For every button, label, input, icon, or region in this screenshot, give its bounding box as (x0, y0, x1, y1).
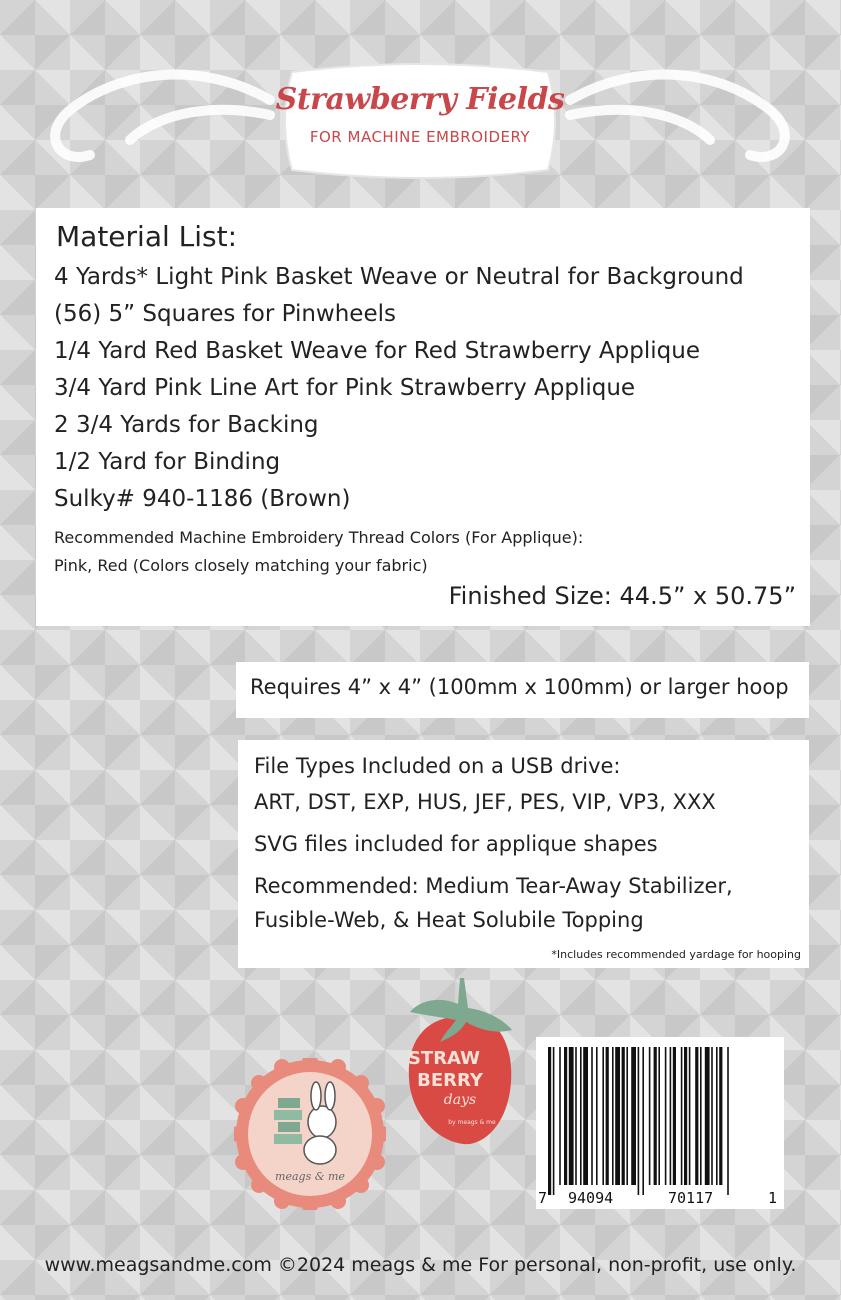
thread-note-line1: Recommended Machine Embroidery Thread Colors (For Applique): (54, 528, 584, 547)
barcode-bar (626, 1047, 628, 1185)
barcode-bar (689, 1047, 691, 1185)
svg-files-note: SVG files included for applique shapes (254, 832, 658, 856)
barcode-group-1: 94094 (568, 1189, 614, 1207)
material-item: (56) 5” Squares for Pinwheels (54, 301, 396, 327)
title-plaque (272, 62, 568, 180)
thread-note-line2: Pink, Red (Colors closely matching your fabric) (54, 556, 428, 575)
barcode-bar (681, 1047, 683, 1185)
stabilizer-recommendation: Recommended: Medium Tear-Away Stabilizer, (254, 874, 733, 898)
barcode-bar (602, 1047, 604, 1185)
barcode-bar (700, 1047, 702, 1185)
file-types-heading: File Types Included on a USB drive: (254, 754, 621, 778)
barcode-bar (719, 1047, 722, 1185)
barcode-bar (591, 1047, 593, 1185)
barcode-bar (670, 1047, 672, 1185)
barcode-bar (684, 1047, 687, 1185)
barcode-bar (575, 1047, 577, 1185)
file-types-panel (238, 740, 809, 968)
barcode-bar (716, 1047, 718, 1185)
barcode-bar (559, 1047, 561, 1185)
barcode-bar (569, 1047, 574, 1185)
material-item: 1/2 Yard for Binding (54, 449, 281, 475)
barcode-bar (695, 1047, 698, 1185)
material-list-panel (36, 208, 810, 626)
material-list-heading: Material List: (56, 220, 238, 253)
yardage-footnote: *Includes recommended yardage for hooping (551, 948, 801, 961)
barcode-bar (583, 1047, 588, 1185)
hoop-requirement-text: Requires 4” x 4” (100mm x 100mm) or larger hoop (250, 675, 789, 699)
stabilizer-recommendation-cont: Fusible-Web, & Heat Solubile Topping (254, 908, 644, 932)
meags-and-me-logo (234, 1058, 386, 1210)
barcode-bar (553, 1047, 555, 1195)
barcode-bar (615, 1047, 620, 1185)
product-subtitle: FOR MACHINE EMBROIDERY (309, 128, 531, 146)
material-item: 4 Yards* Light Pink Basket Weave or Neutral for Background (54, 264, 744, 290)
material-item: Sulky# 940-1186 (Brown) (54, 486, 351, 512)
barcode-bar (631, 1047, 636, 1185)
barcode-bar (638, 1047, 640, 1195)
barcode-bar (580, 1047, 582, 1185)
meags-logo-text: meags & me (275, 1170, 345, 1183)
barcode-bar (673, 1047, 676, 1185)
barcode-bar (564, 1047, 567, 1185)
barcode-bar (658, 1047, 660, 1185)
material-item: 3/4 Yard Pink Line Art for Pink Strawberry Applique (54, 375, 636, 401)
barcode-bar (665, 1047, 667, 1185)
barcode-bar (711, 1047, 713, 1185)
strawberry-logo-small: by meags & me (448, 1119, 496, 1126)
barcode (548, 1047, 772, 1195)
product-title: Strawberry Fields (275, 82, 565, 117)
strawberry-days-logo (400, 978, 520, 1150)
strawberry-logo-text-1: STRAW (407, 1048, 481, 1069)
barcode-group-2: 70117 (668, 1189, 714, 1207)
barcode-digit-left: 7 (538, 1189, 548, 1207)
barcode-bar (705, 1047, 710, 1185)
barcode-bar (548, 1047, 551, 1195)
finished-size: Finished Size: 44.5” x 50.75” (448, 582, 796, 610)
strawberry-logo-text-3: days (443, 1092, 477, 1108)
strawberry-logo-text-2: BERRY (417, 1070, 483, 1091)
barcode-panel (536, 1037, 784, 1209)
barcode-bar (654, 1047, 657, 1185)
footer-copyright: www.meagsandme.com ©2024 meags & me For personal, non-profit, use only. (44, 1254, 797, 1276)
barcode-bar (596, 1047, 598, 1185)
material-item: 1/4 Yard Red Basket Weave for Red Strawberry Applique (54, 338, 700, 364)
barcode-bar (642, 1047, 644, 1195)
hoop-requirement-panel (236, 662, 809, 718)
barcode-bar (606, 1047, 609, 1185)
barcode-bar (622, 1047, 625, 1185)
barcode-digit-right: 1 (768, 1189, 778, 1207)
file-types-list: ART, DST, EXP, HUS, JEF, PES, VIP, VP3, XXX (254, 790, 716, 814)
barcode-bar (649, 1047, 651, 1185)
material-item: 2 3/4 Yards for Backing (54, 412, 319, 438)
barcode-bar (612, 1047, 614, 1185)
barcode-bar (727, 1047, 729, 1195)
